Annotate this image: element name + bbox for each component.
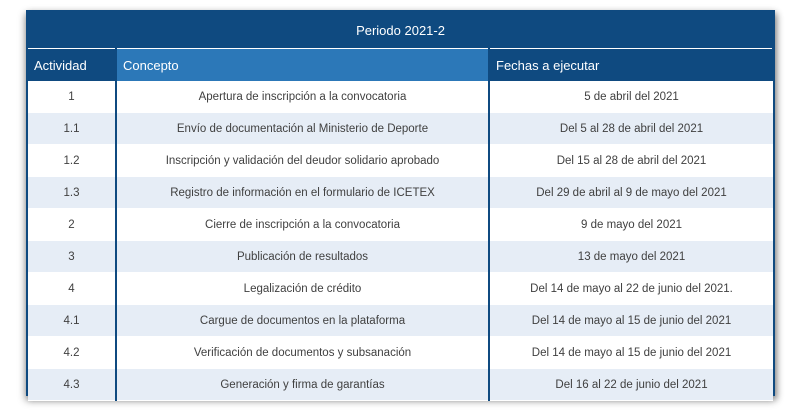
cell-concepto: Envío de documentación al Ministerio de Deporte — [116, 113, 489, 145]
cell-concepto: Legalización de crédito — [116, 273, 489, 305]
cell-fechas: Del 15 al 28 de abril del 2021 — [489, 145, 773, 177]
cell-fechas: 5 de abril del 2021 — [489, 81, 773, 113]
cell-actividad: 1.1 — [28, 113, 116, 145]
table-row — [28, 241, 773, 273]
schedule-table-frame — [26, 10, 775, 396]
cell-actividad: 1.3 — [28, 177, 116, 209]
column-header-concepto: Concepto — [116, 49, 489, 82]
cell-concepto: Registro de información en el formulario de ICETEX — [116, 177, 489, 209]
cell-fechas: 9 de mayo del 2021 — [489, 209, 773, 241]
cell-actividad: 4.2 — [28, 337, 116, 369]
cell-actividad: 1 — [28, 81, 116, 113]
cell-fechas: Del 14 de mayo al 22 de junio del 2021. — [489, 273, 773, 305]
cell-concepto: Cierre de inscripción a la convocatoria — [116, 209, 489, 241]
table-row — [28, 369, 773, 401]
cell-fechas: 13 de mayo del 2021 — [489, 241, 773, 273]
cell-fechas: Del 14 de mayo al 15 de junio del 2021 — [489, 305, 773, 337]
table-row — [28, 209, 773, 241]
cell-fechas: Del 16 al 22 de junio del 2021 — [489, 369, 773, 401]
table-row — [28, 177, 773, 209]
table-title: Periodo 2021-2 — [28, 12, 773, 49]
schedule-table — [28, 12, 774, 401]
cell-fechas: Del 14 de mayo al 15 de junio del 2021 — [489, 337, 773, 369]
cell-actividad: 4.1 — [28, 305, 116, 337]
cell-actividad: 4 — [28, 273, 116, 305]
table-row — [28, 81, 773, 113]
cell-concepto: Publicación de resultados — [116, 241, 489, 273]
table-row — [28, 305, 773, 337]
cell-concepto: Cargue de documentos en la plataforma — [116, 305, 489, 337]
cell-actividad: 1.2 — [28, 145, 116, 177]
cell-concepto: Inscripción y validación del deudor solidario aprobado — [116, 145, 489, 177]
table-row — [28, 337, 773, 369]
cell-concepto: Apertura de inscripción a la convocatoria — [116, 81, 489, 113]
column-header-fechas: Fechas a ejecutar — [489, 49, 773, 82]
cell-concepto: Generación y firma de garantías — [116, 369, 489, 401]
table-row — [28, 145, 773, 177]
cell-actividad: 2 — [28, 209, 116, 241]
cell-fechas: Del 29 de abril al 9 de mayo del 2021 — [489, 177, 773, 209]
column-header-actividad: Actividad — [28, 49, 116, 82]
cell-actividad: 3 — [28, 241, 116, 273]
table-row — [28, 113, 773, 145]
table-row — [28, 273, 773, 305]
cell-concepto: Verificación de documentos y subsanación — [116, 337, 489, 369]
cell-actividad: 4.3 — [28, 369, 116, 401]
cell-fechas: Del 5 al 28 de abril del 2021 — [489, 113, 773, 145]
